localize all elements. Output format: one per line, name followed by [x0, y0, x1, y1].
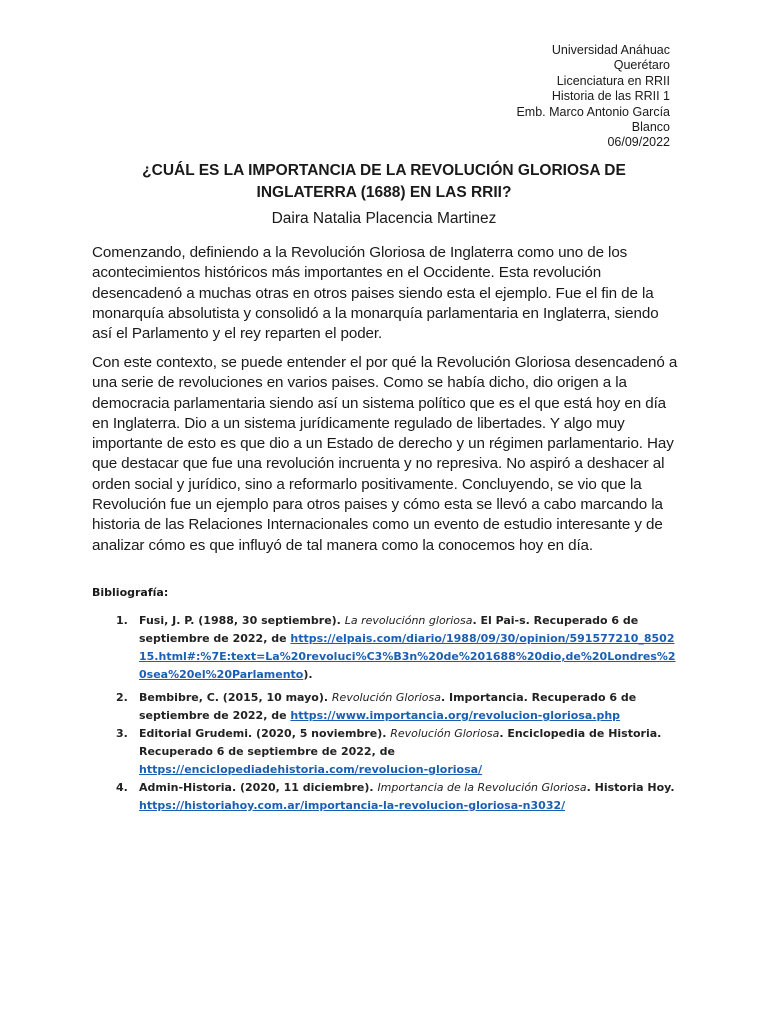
- paragraph-intro: Comenzando, definiendo a la Revolución Gloriosa de Inglaterra como uno de los acontecimientos históricos más importantes en el Occidente. Esta revolución desencadenó a muchas otras en otros paises siendo esta el ejemplo. Fue el fin de la monarquía absolutista y consolidó a la monarquía parlamentaria en Inglaterra, siendo así el Parlamento y el rey reparten el poder.: [92, 244, 659, 343]
- item-tail: ).: [303, 668, 313, 681]
- header-degree: Licenciatura en RRII: [556, 73, 670, 88]
- item-link[interactable]: https://historiahoy.com.ar/importancia-la-revolucion-gloriosa-n3032/: [139, 799, 566, 812]
- author-name: Daira Natalia Placencia Martinez: [271, 210, 497, 227]
- item-title: Importancia de la Revolución Gloriosa: [377, 781, 587, 794]
- item-authors: Admin-Historia. (2020, 11 diciembre).: [139, 781, 378, 794]
- bibliography-item: [92, 612, 682, 684]
- item-title: La revoluciónn gloriosa: [344, 614, 473, 627]
- item-link[interactable]: https://enciclopediadehistoria.com/revolucion-gloriosa/: [139, 763, 483, 776]
- item-title: Revolución Gloriosa: [331, 691, 441, 704]
- item-title: Revolución Gloriosa: [390, 727, 500, 740]
- item-number: 2.: [116, 691, 128, 704]
- bibliography-item: [92, 725, 682, 779]
- bibliography-heading: Bibliografía:: [92, 586, 169, 599]
- item-source: . Historia Hoy.: [586, 781, 675, 794]
- item-source: . Importancia. Recuperado 6 de septiembre de 2022, de: [139, 691, 637, 722]
- item-link[interactable]: https://www.importancia.org/revolucion-gloriosa.php: [290, 709, 621, 722]
- header-block: [370, 43, 670, 151]
- item-authors: Editorial Grudemi. (2020, 5 noviembre).: [139, 727, 391, 740]
- bibliography-list: [92, 612, 682, 815]
- document-title: ¿CUÁL ES LA IMPORTANCIA DE LA REVOLUCIÓN GLORIOSA DE INGLATERRA (1688) EN LAS RRII?: [142, 162, 626, 201]
- item-number: 1.: [116, 614, 128, 627]
- paragraph-body: Con este contexto, se puede entender el por qué la Revolución Gloriosa desencadenó a una serie de revoluciones en varios paises. Como se había dicho, dio origen a la democracia parlamentaria siendo así un sistema político que es el que está hoy en día en Inglaterra. Dio a un sistema jurídicamente regulado de libertades. Y algo muy importante de esto es que dio a un Estado de derecho y un régimen parlamentario. Hay que destacar que fue una revolución incruenta y no represiva. No aspiró a deshacer al orden social y jurídico, sino a reformarlo positivamente. Concluyendo, se vio que la Revolución fue un ejemplo para otros paises y cómo esta se llevó a cabo marcando la historia de las Relaciones Internacionales como un evento de estudio interesante y de analizar cómo es que influyó de tal manera como la conocemos hoy en día.: [92, 354, 678, 554]
- item-source: . Enciclopedia de Historia. Recuperado 6 de septiembre de 2022, de: [139, 727, 662, 758]
- bibliography-item: [92, 689, 682, 725]
- header-professor: Emb. Marco Antonio García: [516, 104, 670, 119]
- item-authors: Fusi, J. P. (1988, 30 septiembre).: [139, 614, 345, 627]
- header-course: Historia de las RRII 1: [551, 89, 670, 104]
- item-number: 3.: [116, 727, 128, 740]
- header-professor-surname: Blanco: [631, 120, 670, 135]
- bibliography-item: [92, 779, 682, 815]
- item-authors: Bembibre, C. (2015, 10 mayo).: [139, 691, 332, 704]
- header-date: 06/09/2022: [607, 135, 670, 150]
- header-university: Universidad Anáhuac: [551, 43, 670, 57]
- item-source: . El Pai-s. Recuperado 6 de septiembre de 2022, de: [139, 614, 639, 645]
- header-campus: Querétaro: [613, 58, 670, 73]
- item-link[interactable]: https://elpais.com/diario/1988/09/30/opinion/591577210_850215.html#:%7E:text=La%20revoluci%C3%B3n%20de%201688%20dio,de%20Londres%20sea%20el%20Parlamento: [139, 632, 676, 681]
- item-number: 4.: [116, 781, 128, 794]
